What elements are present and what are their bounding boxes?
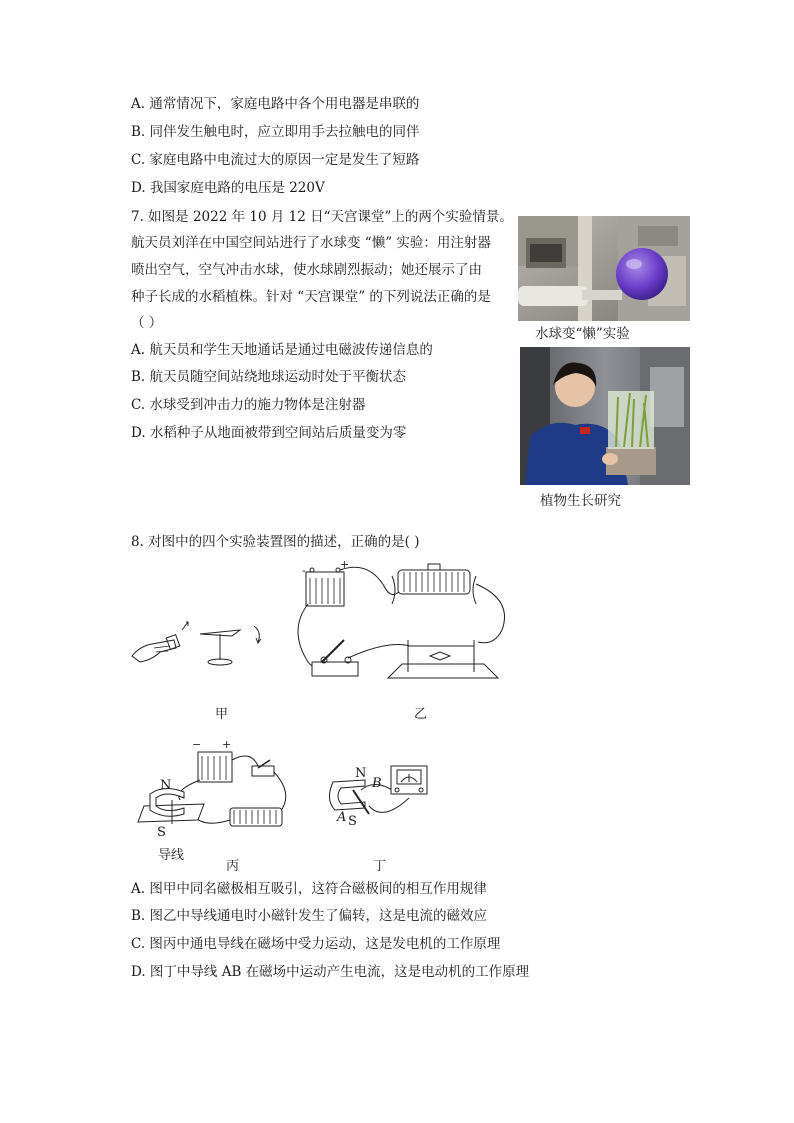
q6-option-c: C. 家庭电路中电流过大的原因一定是发生了短路 — [131, 152, 420, 168]
q7-option-a: A. 航天员和学生天地通话是通过电磁波传递信息的 — [131, 342, 433, 358]
ding-point-a: A — [337, 810, 347, 825]
q8-option-c: C. 图丙中通电导线在磁场中受力运动，这是发电机的工作原理 — [131, 936, 501, 952]
figure-label-ding: 丁 — [373, 859, 387, 874]
q6-option-d: D. 我国家庭电路的电压是 220V — [131, 180, 325, 196]
q6-option-b: B. 同伴发生触电时，应立即用手去拉触电的同伴 — [131, 124, 420, 140]
ding-n-pole: N — [355, 766, 367, 781]
q6-option-a: A. 通常情况下，家庭电路中各个用电器是串联的 — [131, 96, 420, 112]
q7-option-b: B. 航天员随空间站绕地球运动时处于平衡状态 — [131, 369, 407, 385]
q7-stem-line: 航天员刘洋在中国空间站进行了水球变 “懒” 实验：用注射器 — [131, 235, 491, 251]
water-ball-photo — [518, 216, 690, 321]
yi-battery-plus: + — [340, 560, 350, 571]
bing-battery-plus: + — [222, 738, 232, 751]
figure-label-yi: 乙 — [414, 707, 428, 722]
bing-s-pole: S — [157, 825, 166, 840]
figure-label-jia: 甲 — [215, 707, 229, 722]
q7-stem-line: （ ） — [131, 315, 163, 331]
q7-option-c: C. 水球受到冲击力的施力物体是注射器 — [131, 397, 366, 413]
photo-caption-water-ball: 水球变“懒”实验 — [535, 326, 630, 342]
yi-battery-minus: - — [302, 564, 306, 577]
photo-caption-plant-growth: 植物生长研究 — [540, 493, 621, 509]
plant-growth-photo — [520, 347, 690, 485]
q8-stem: 8. 对图中的四个实验装置图的描述，正确的是( ) — [131, 534, 420, 550]
q8-option-d: D. 图丁中导线 AB 在磁场中运动产生电流，这是电动机的工作原理 — [131, 964, 530, 980]
bing-wire-label: 导线 — [158, 848, 185, 863]
q8-option-a: A. 图甲中同名磁极相互吸引，这符合磁极间的相互作用规律 — [131, 881, 487, 897]
bing-battery-minus: − — [192, 738, 202, 751]
ding-s-pole: S — [348, 814, 357, 829]
q7-stem-line: 喷出空气，空气冲击水球，使水球剧烈振动；她还展示了由 — [131, 262, 482, 278]
figure-label-bing: 丙 — [226, 859, 240, 874]
q8-option-b: B. 图乙中导线通电时小磁针发生了偏转，这是电流的磁效应 — [131, 908, 488, 924]
figure-jia-drawing — [130, 612, 270, 672]
q7-stem-line: 种子长成的水稻植株。针对 “天宫课堂” 的下列说法正确的是 — [131, 289, 491, 305]
ding-point-b: B — [372, 776, 382, 791]
bing-n-pole: N — [160, 778, 172, 793]
q7-option-d: D. 水稻种子从地面被带到空间站后质量变为零 — [131, 425, 407, 441]
figure-yi-drawing — [288, 560, 513, 685]
q7-stem-line: 7. 如图是 2022 年 10 月 12 日“天宫课堂”上的两个实验情景。 — [131, 209, 513, 225]
